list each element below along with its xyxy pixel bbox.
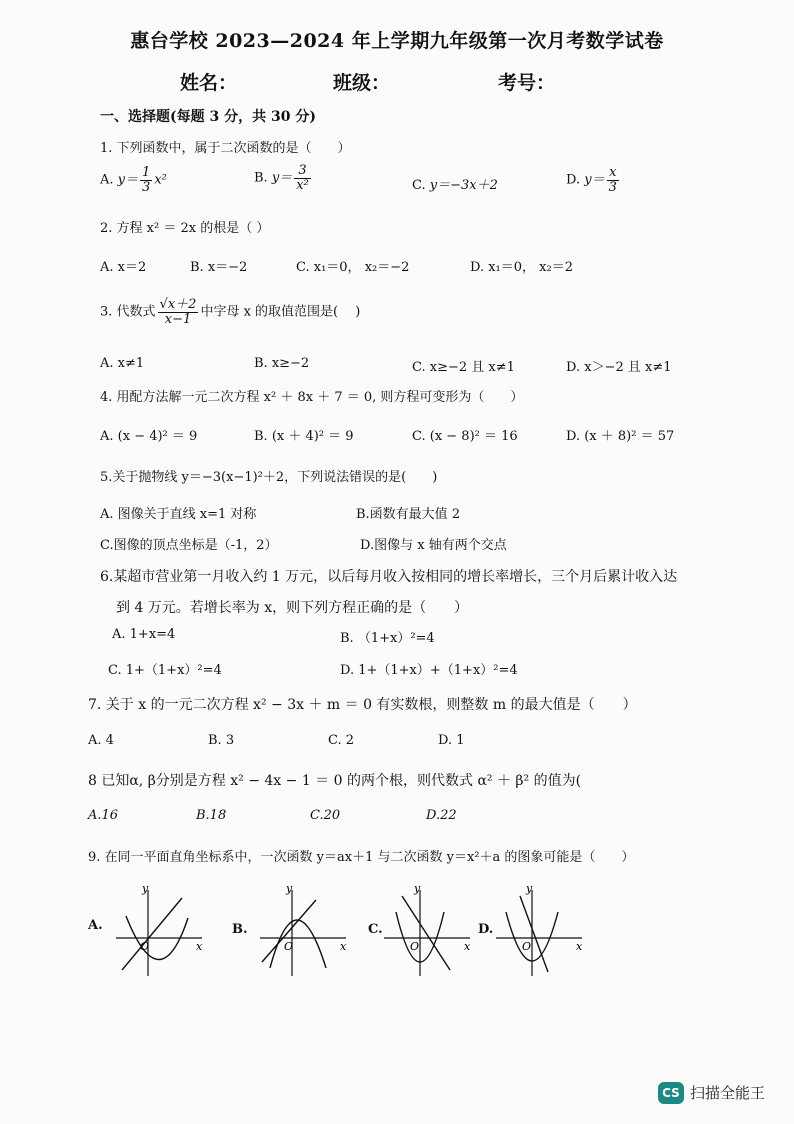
question-1-option-d: D. y＝ $\frac{x}{3}$ [566,165,617,195]
graph-d-origin: O [522,940,532,953]
graph-c-x-label: x [464,940,471,953]
graph-c-origin: O [410,940,420,953]
question-6-option-b: B. （1+x）²=4 [340,631,435,646]
section-heading: 一、选择题(每题 3 分，共 30 分) [100,109,316,125]
graph-b-label: B. [232,922,248,937]
question-7-option-b: B. 3 [208,733,235,748]
question-7-option-d: D. 1 [438,733,465,748]
question-5-option-b: B.函数有最大值 2 [356,507,461,522]
graph-d-x-label: x [576,940,583,953]
question-5-option-d: D.图像与 x 轴有两个交点 [360,538,507,553]
question-8-option-b: B.18 [196,808,227,823]
graph-c-label: C. [368,922,383,937]
graph-a [112,882,208,978]
question-8-option-d: D.22 [426,808,457,823]
graph-d-label: D. [478,922,494,937]
question-7-option-c: C. 2 [328,733,355,748]
question-9-stem: 9. 在同一平面直角坐标系中，一次函数 y＝ax＋1 与二次函数 y＝x²＋a 的图象可能是（ ） [88,850,635,865]
question-3-option-b: B. x≥−2 [254,356,310,371]
question-1-option-c: C. y＝−3x＋2 [412,178,498,193]
graph-a-origin: O [140,940,150,953]
question-2-stem: 2. 方程 x² ＝ 2x 的根是（ ） [100,221,270,236]
graph-b-origin: O [284,940,294,953]
question-4-option-b: B. (x ＋ 4)² ＝ 9 [254,429,354,444]
question-7-stem: 7. 关于 x 的一元二次方程 x² − 3x ＋ m ＝ 0 有实数根，则整数 m 的最大值是（ ） [88,697,637,713]
graph-b-x-label: x [340,940,347,953]
question-2-option-c: C. x₁＝0， x₂＝−2 [296,260,410,275]
question-8-option-a: A.16 [88,808,119,823]
graph-a-x-label: x [196,940,203,953]
graph-c [380,882,476,978]
graph-d [492,882,588,978]
question-2-option-a: A. x＝2 [100,260,147,275]
question-6-stem-line2: 到 4 万元。若增长率为 x，则下列方程正确的是（ ） [116,600,469,616]
exam-title: 惠台学校 2023—2024 年上学期九年级第一次月考数学试卷 [130,30,664,52]
question-3-option-d: D. x＞−2 且 x≠1 [566,360,672,375]
exam-number-label: 考号： [498,72,556,94]
graph-c-y-label: y [414,882,421,895]
question-6-option-a: A. 1+x=4 [112,627,176,642]
graph-b [256,882,352,978]
graph-d-y-label: y [526,882,533,895]
camscanner-logo-icon: CS [658,1082,684,1104]
question-3-option-a: A. x≠1 [100,356,145,371]
question-4-option-a: A. (x − 4)² ＝ 9 [100,429,198,444]
graph-b-y-label: y [286,882,293,895]
question-1-stem: 1. 下列函数中，属于二次函数的是（ ） [100,141,351,156]
question-5-option-a: A. 图像关于直线 x=1 对称 [100,507,257,522]
class-label: 班级： [333,72,391,94]
question-6-stem-line1: 6.某超市营业第一月收入约 1 万元，以后每月收入按相同的增长率增长，三个月后累计收入达 [100,569,678,585]
question-5-stem: 5.关于抛物线 y＝−3(x−1)²＋2，下列说法错误的是( ) [100,470,438,485]
graph-a-line [122,898,182,970]
question-1-option-b: B. y＝ $\frac{3}{\text{x²}}$ [254,163,309,193]
graph-a-label: A. [88,918,103,933]
question-6-option-d: D. 1+（1+x）+（1+x）²=4 [340,663,518,678]
graph-a-y-label: y [142,882,149,895]
question-4-option-c: C. (x − 8)² ＝ 16 [412,429,518,444]
question-2-option-d: D. x₁＝0， x₂＝2 [470,260,573,275]
question-5-option-c: C.图像的顶点坐标是（-1，2） [100,538,278,553]
question-7-option-a: A. 4 [88,733,114,748]
question-1-option-a: A. y＝ $\frac{1}{3}$ x² [100,165,167,195]
question-2-option-b: B. x＝−2 [190,260,248,275]
camscanner-name: 扫描全能王 [690,1084,766,1102]
question-6-option-c: C. 1+（1+x）²=4 [108,663,222,678]
question-3-stem: 3. 代数式 $\frac{√x+2}{x-1}$ 中字母 x 的取值范围是( ) [100,297,361,327]
question-8-option-c: C.20 [310,808,341,823]
question-4-stem: 4. 用配方法解一元二次方程 x² ＋ 8x ＋ 7 ＝ 0, 则方程可变形为（ ） [100,390,524,405]
question-8-stem: 8 已知α, β分别是方程 x² − 4x − 1 ＝ 0 的两个根，则代数式 α² ＋ β² 的值为( [88,773,582,789]
question-3-option-c: C. x≥−2 且 x≠1 [412,360,515,375]
question-4-option-d: D. (x ＋ 8)² ＝ 57 [566,429,675,444]
name-label: 姓名： [180,72,238,94]
